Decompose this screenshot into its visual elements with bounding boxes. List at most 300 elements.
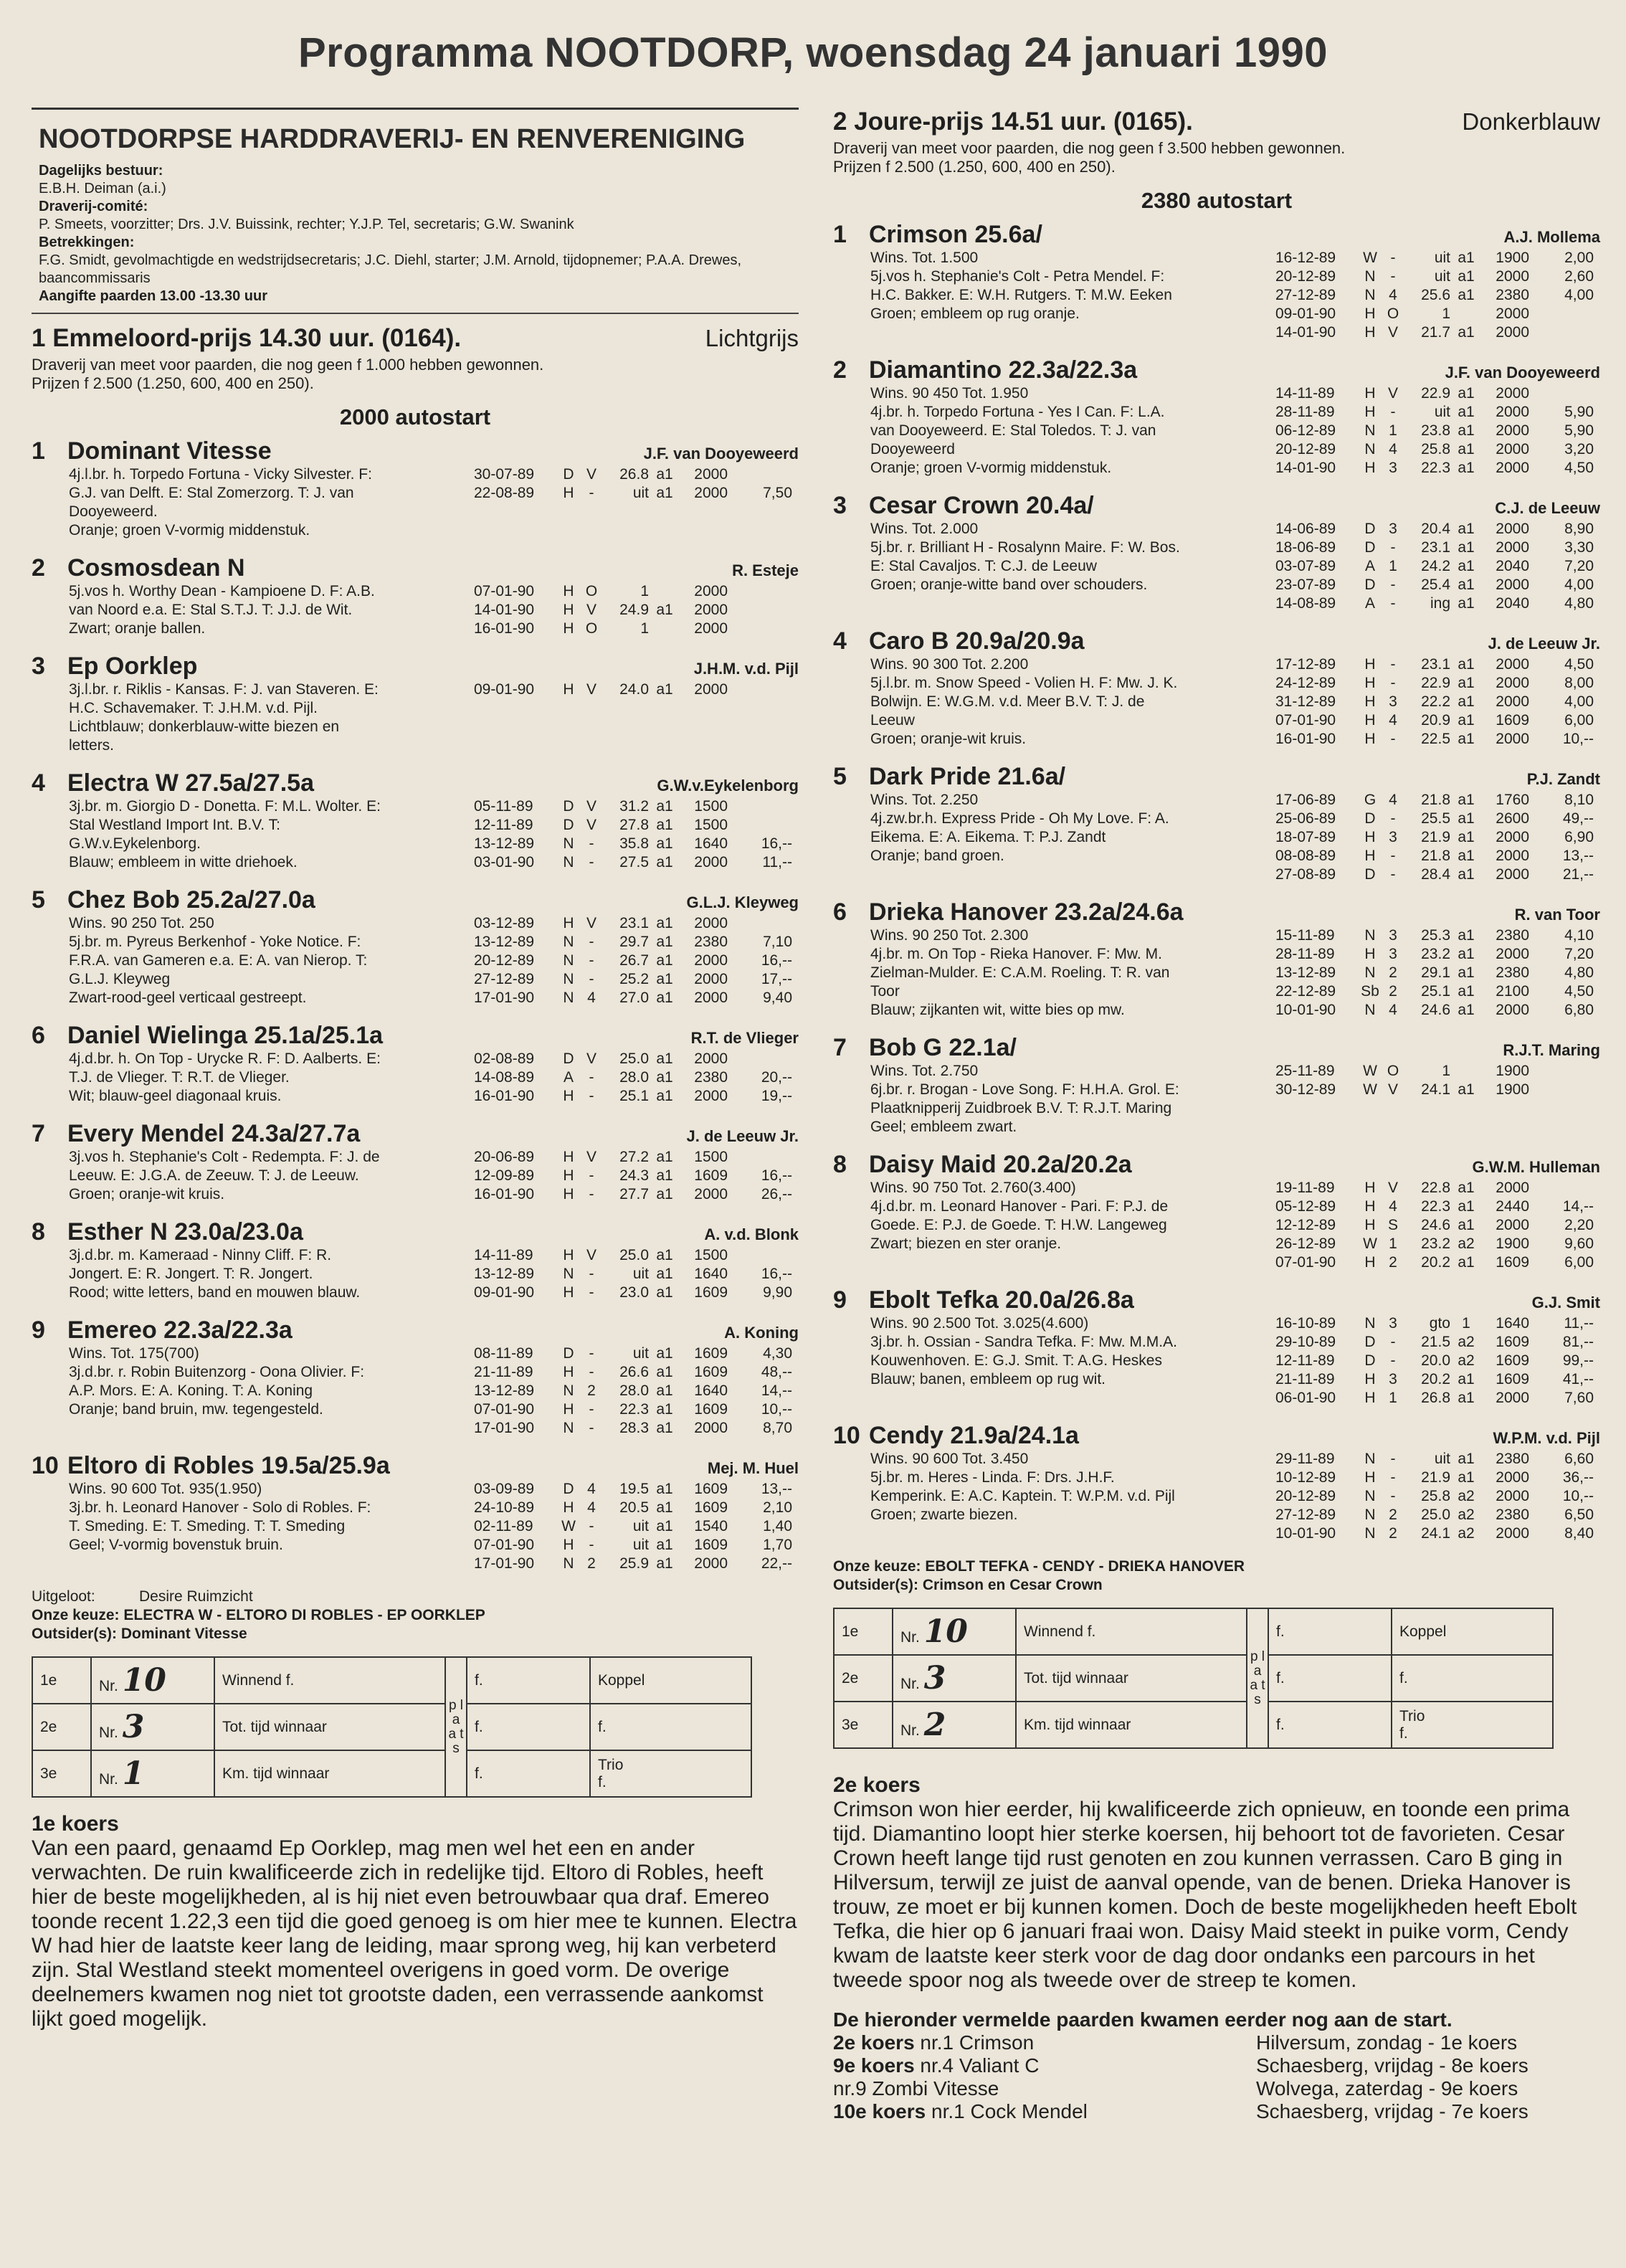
our-choice: EBOLT TEFKA - CENDY - DRIEKA HANOVER — [925, 1558, 1245, 1575]
horse-header — [833, 1034, 1600, 1062]
form-track: H — [563, 1247, 574, 1263]
form-row — [474, 1517, 799, 1536]
divider — [32, 108, 799, 110]
race-1-notes — [32, 1588, 799, 1643]
form-track: D — [1364, 521, 1376, 537]
form-distance: 1609 — [694, 1537, 728, 1553]
form-odds — [728, 620, 792, 638]
description-line: 4j.zw.br.h. Express Pride - Oh My Love. F: A. — [870, 810, 1169, 827]
form-time: 25.8 — [1421, 441, 1450, 457]
form-distance: 2000 — [1496, 693, 1529, 710]
description-line: 4j.l.br. h. Torpedo Fortuna - Vicky Silvester. F: — [69, 466, 372, 483]
form-result: - — [1390, 539, 1396, 556]
form-distance: 1609 — [1496, 1371, 1529, 1387]
form-result: - — [1390, 731, 1396, 747]
form-time: 24.2 — [1421, 558, 1450, 574]
form-result: - — [1390, 656, 1396, 673]
form-row — [474, 1555, 799, 1573]
form-distance: 2040 — [1496, 558, 1529, 574]
form-track: H — [563, 1364, 574, 1380]
form-date: 18-06-89 — [1275, 539, 1336, 556]
form-start: a1 — [656, 952, 673, 969]
form-row — [1275, 459, 1600, 478]
form-track: H — [563, 1088, 574, 1104]
form-distance: 2000 — [1496, 1390, 1529, 1406]
form-result: - — [589, 1364, 594, 1380]
form-result: - — [589, 1069, 594, 1086]
form-result: V — [586, 1149, 596, 1165]
horse-title: Every Mendel 24.3a/27.7a — [67, 1120, 361, 1147]
form-time: 21.8 — [1421, 792, 1450, 808]
org-details — [39, 162, 799, 305]
horse-title: Dominant Vitesse — [67, 437, 272, 465]
org-label: Draverij-comité: — [39, 199, 148, 214]
form-distance: 2000 — [1496, 848, 1529, 864]
form-row — [474, 816, 799, 835]
form-distance: 1540 — [694, 1518, 728, 1534]
form-odds: 13,-- — [761, 1481, 792, 1497]
handwritten-pick: 3 — [923, 1660, 946, 1697]
form-date: 17-01-90 — [474, 990, 535, 1006]
horse-header — [833, 1422, 1600, 1450]
handwritten-pick: 1 — [122, 1755, 145, 1792]
form-date: 08-11-89 — [474, 1345, 533, 1362]
place-label: 1e — [32, 1657, 91, 1704]
form-distance: 2000 — [1496, 305, 1529, 322]
horse-name — [833, 1286, 1134, 1314]
form-time: 20.0 — [1421, 1352, 1450, 1369]
form-odds: 26,-- — [761, 1186, 792, 1202]
form-distance: 2380 — [1496, 287, 1529, 303]
form-table — [1275, 655, 1600, 749]
nr-label: Nr. — [900, 1629, 920, 1646]
form-row — [474, 1246, 799, 1265]
trainer-name: G.W.M. Hulleman — [1472, 1158, 1600, 1176]
form-row — [1275, 576, 1600, 594]
horse-entry — [833, 1034, 1600, 1137]
form-result: 3 — [1389, 927, 1397, 944]
form-time: 27.7 — [619, 1186, 649, 1202]
description-line: Oranje; band groen. — [870, 848, 1004, 864]
form-date: 07-01-90 — [1275, 712, 1336, 729]
trainer-name: Mej. M. Huel — [707, 1459, 799, 1477]
form-row — [474, 1148, 799, 1167]
form-odds: 3,30 — [1564, 539, 1594, 556]
description-line: G.L.J. Kleyweg — [69, 971, 171, 987]
horse-number: 10 — [32, 1452, 59, 1479]
form-distance: 2100 — [1496, 983, 1529, 1000]
form-date: 25-11-89 — [1275, 1063, 1335, 1079]
description-line: 5j.br. r. Brilliant H - Rosalynn Maire. F: W. Bos. — [870, 539, 1180, 556]
trainer-name: J. de Leeuw Jr. — [686, 1127, 799, 1145]
form-distance: 1500 — [694, 1149, 728, 1165]
form-track: H — [563, 1284, 574, 1301]
horse-title: Diamantino 22.3a/22.3a — [869, 356, 1138, 384]
horse-title: Ep Oorklep — [67, 653, 198, 680]
description-line: 3j.br. m. Giorgio D - Donetta. F: M.L. Wolter. E: — [69, 798, 381, 815]
form-result: - — [589, 1537, 594, 1553]
f-label: f. — [1268, 1655, 1392, 1702]
form-time: uit — [632, 1345, 649, 1362]
description-line: Oranje; band bruin, mw. tegengesteld. — [69, 1401, 323, 1418]
form-result: 4 — [587, 1481, 596, 1497]
form-table — [474, 465, 799, 540]
form-date: 14-06-89 — [1275, 521, 1336, 537]
form-row — [1275, 249, 1600, 267]
form-start: a1 — [656, 602, 673, 618]
horse-body — [833, 1062, 1600, 1137]
form-odds: 20,-- — [761, 1069, 792, 1086]
horse-description — [870, 655, 1275, 749]
form-row — [474, 582, 799, 601]
race-1-title: 1 Emmeloord-prijs 14.30 uur. (0164). — [32, 324, 462, 352]
form-track: H — [1364, 324, 1376, 341]
form-time: 1 — [640, 583, 649, 599]
horse-name — [32, 886, 315, 914]
form-time: 29.1 — [1421, 964, 1450, 981]
form-result: 2 — [1389, 1254, 1397, 1271]
horse-body — [32, 1480, 799, 1573]
form-row — [474, 797, 799, 816]
race-1-horse-list — [32, 437, 799, 1573]
form-date: 14-08-89 — [1275, 595, 1336, 612]
form-distance: 2000 — [694, 1088, 728, 1104]
form-start: a1 — [1458, 287, 1475, 303]
f-label: f. — [467, 1750, 590, 1797]
form-odds: 5,90 — [1564, 422, 1594, 439]
form-date: 21-11-89 — [474, 1364, 533, 1380]
form-result: - — [1390, 577, 1396, 593]
trainer-name: R. van Toor — [1514, 906, 1600, 924]
horse-name — [32, 554, 245, 582]
description-line: Toor — [870, 983, 900, 1000]
horse-title: Drieka Hanover 23.2a/24.6a — [869, 898, 1184, 926]
form-track: N — [563, 971, 574, 987]
form-row — [1275, 1352, 1600, 1370]
form-distance: 1500 — [694, 1247, 728, 1263]
form-row — [474, 601, 799, 620]
form-date: 28-11-89 — [1275, 946, 1335, 962]
form-track: H — [1364, 1180, 1376, 1196]
form-date: 30-12-89 — [1275, 1081, 1336, 1098]
description-line: Bolwijn. E: W.G.M. v.d. Meer B.V. T: J. de — [870, 693, 1145, 710]
form-distance: 2380 — [1496, 1507, 1529, 1523]
trainer-name: J. de Leeuw Jr. — [1488, 635, 1600, 653]
form-start: a1 — [656, 1364, 673, 1380]
form-odds: 8,40 — [1564, 1525, 1594, 1542]
description-line: van Dooyeweerd. E: Stal Toledos. T: J. van — [870, 422, 1156, 439]
form-result: 2 — [587, 1382, 596, 1399]
form-date: 27-12-89 — [1275, 1507, 1336, 1523]
form-result: - — [589, 485, 594, 501]
horse-entry — [32, 1022, 799, 1106]
horse-body — [32, 465, 799, 540]
horse-entry — [833, 898, 1600, 1020]
form-odds: 13,-- — [1562, 848, 1594, 864]
form-odds: 10,-- — [1562, 731, 1594, 747]
form-distance: 2000 — [694, 1186, 728, 1202]
form-result: - — [1390, 1469, 1396, 1486]
form-result: - — [589, 1345, 594, 1362]
form-track: N — [1364, 422, 1376, 439]
form-row — [474, 1419, 799, 1438]
horse-name — [32, 769, 314, 797]
form-start: a1 — [1458, 693, 1475, 710]
form-row — [474, 1185, 799, 1204]
form-track: N — [1364, 1315, 1376, 1332]
description-line: Leeuw. E: J.G.A. de Zeeuw. T: J. de Leeuw. — [69, 1167, 359, 1184]
form-result: O — [1387, 305, 1399, 322]
form-row — [1275, 1506, 1600, 1524]
form-time: 29.7 — [619, 934, 649, 950]
earlier-venue: Schaesberg, vrijdag - 7e koers — [1256, 2100, 1528, 2122]
horse-body — [32, 914, 799, 1007]
form-date: 14-01-90 — [474, 602, 535, 618]
form-track: W — [1363, 250, 1377, 266]
form-date: 13-12-89 — [1275, 964, 1336, 981]
form-time: 22.8 — [1421, 1180, 1450, 1196]
form-result: 3 — [1389, 460, 1397, 476]
form-row — [474, 1480, 799, 1499]
form-date: 16-01-90 — [474, 1186, 535, 1202]
trainer-name: C.J. de Leeuw — [1495, 499, 1600, 517]
form-distance: 2000 — [1496, 441, 1529, 457]
horse-body — [32, 797, 799, 872]
form-row — [1275, 520, 1600, 538]
form-distance: 2000 — [1496, 404, 1529, 420]
form-row — [474, 1363, 799, 1382]
form-track: D — [563, 798, 574, 815]
race-2-horse-list — [833, 221, 1600, 1543]
form-result: V — [586, 466, 596, 483]
form-time: 23.8 — [1421, 422, 1450, 439]
form-odds: 7,60 — [1564, 1390, 1594, 1406]
form-date: 14-11-89 — [474, 1247, 533, 1263]
form-track: H — [1364, 656, 1376, 673]
form-distance: 2380 — [694, 1069, 728, 1086]
horse-header — [833, 356, 1600, 384]
description-line: 4j.br. m. On Top - Rieka Hanover. F: Mw. M. — [870, 946, 1162, 962]
tot-label: Tot. tijd winnaar — [1016, 1655, 1247, 1702]
horse-header — [833, 492, 1600, 520]
form-date: 13-12-89 — [474, 1266, 535, 1282]
form-start: a1 — [656, 835, 673, 852]
description-line: Zwart; oranje ballen. — [69, 620, 206, 637]
form-distance: 1760 — [1496, 792, 1529, 808]
form-row — [1275, 1216, 1600, 1235]
handwritten-pick: 10 — [923, 1613, 968, 1650]
form-odds: 9,90 — [763, 1284, 792, 1301]
form-track: H — [1364, 675, 1376, 691]
horse-entry — [32, 1316, 799, 1438]
horse-ref: nr.1 Crimson — [920, 2031, 1035, 2054]
form-row — [1275, 1524, 1600, 1543]
form-date: 08-08-89 — [1275, 848, 1336, 864]
form-time: 27.8 — [619, 817, 649, 833]
form-row — [1275, 1197, 1600, 1216]
form-track: H — [1364, 1198, 1376, 1215]
form-date: 20-12-89 — [1275, 1488, 1336, 1504]
form-row — [474, 853, 799, 872]
description-line: 3j.d.br. m. Kameraad - Ninny Cliff. F: R. — [69, 1247, 332, 1263]
form-distance: 2040 — [1496, 595, 1529, 612]
form-result: 3 — [1389, 1371, 1397, 1387]
nr-label: Nr. — [900, 1676, 920, 1692]
description-line: Blauw; embleem in witte driehoek. — [69, 854, 298, 870]
form-time: 20.9 — [1421, 712, 1450, 729]
form-distance: 1609 — [1496, 1352, 1529, 1369]
horse-ref: nr.9 Zombi Vitesse — [833, 2077, 999, 2099]
form-start: a1 — [1458, 848, 1475, 864]
form-start: a1 — [656, 915, 673, 931]
form-time: 19.5 — [619, 1481, 649, 1497]
description-line: Wins. Tot. 2.250 — [870, 792, 979, 808]
description-line: 4j.d.br. h. On Top - Urycke R. F: D. Aalberts. E: — [69, 1050, 381, 1067]
horse-name — [833, 492, 1094, 520]
form-row — [1275, 440, 1600, 459]
horse-number: 6 — [32, 1022, 45, 1049]
horse-header — [833, 221, 1600, 249]
description-line: Groen; embleem op rug oranje. — [870, 305, 1080, 322]
horse-name — [32, 1022, 383, 1050]
form-odds: 16,-- — [761, 835, 792, 852]
form-result: V — [586, 817, 596, 833]
form-start: a1 — [1458, 829, 1475, 845]
horse-description — [69, 1344, 474, 1438]
form-distance: 2000 — [1496, 1180, 1529, 1196]
form-odds — [728, 601, 792, 620]
horse-body — [833, 384, 1600, 478]
form-row — [1275, 847, 1600, 865]
form-row — [474, 1499, 799, 1517]
form-result: - — [1390, 1451, 1396, 1467]
form-time: 25.0 — [619, 1247, 649, 1263]
form-date: 12-11-89 — [1275, 1352, 1335, 1369]
horse-number: 4 — [833, 627, 847, 655]
form-time: uit — [1434, 1451, 1450, 1467]
form-track: H — [1364, 712, 1376, 729]
org-name: NOOTDORPSE HARDDRAVERIJ- EN RENVERENIGING — [39, 124, 746, 154]
form-date: 13-12-89 — [474, 934, 535, 950]
description-line: Eikema. E: A. Eikema. T: P.J. Zandt — [870, 829, 1106, 845]
form-start: a1 — [656, 1284, 673, 1301]
description-line: Kemperink. E: A.C. Kaptein. T: W.P.M. v.d. Pijl — [870, 1488, 1175, 1504]
pick-cell — [91, 1750, 214, 1797]
form-row — [1275, 964, 1600, 982]
form-row — [474, 1087, 799, 1106]
scratched-horse: Desire Ruimzicht — [139, 1588, 253, 1605]
form-distance: 2000 — [694, 952, 728, 969]
form-odds: 10,-- — [761, 1401, 792, 1418]
trio-cell — [1392, 1702, 1553, 1748]
form-distance: 2000 — [1496, 1217, 1529, 1233]
form-date: 09-01-90 — [474, 681, 535, 698]
horse-description — [870, 1450, 1275, 1543]
form-odds: 4,50 — [1564, 983, 1594, 1000]
horse-title: Emereo 22.3a/22.3a — [67, 1316, 293, 1344]
race-1-conditions — [32, 356, 799, 393]
form-odds — [728, 1148, 792, 1167]
form-track: H — [563, 602, 574, 618]
horse-number: 7 — [833, 1034, 847, 1061]
description-line: 3j.vos h. Stephanie's Colt - Redempta. F: J. de — [69, 1149, 380, 1165]
form-date: 12-09-89 — [474, 1167, 535, 1184]
form-time: 22.3 — [1421, 1198, 1450, 1215]
form-track: A — [563, 1069, 574, 1086]
form-odds: 9,40 — [763, 990, 792, 1006]
horse-header — [833, 1151, 1600, 1179]
horse-name — [32, 1452, 390, 1480]
description-line: Plaatknipperij Zuidbroek B.V. T: R.J.T. Maring — [870, 1100, 1172, 1116]
divider — [32, 313, 799, 314]
form-start: a2 — [1458, 1352, 1475, 1369]
form-distance: 2000 — [694, 1420, 728, 1436]
form-time: 1 — [640, 620, 649, 637]
horse-header — [32, 1120, 799, 1148]
form-start: a1 — [656, 1555, 673, 1572]
form-time: 25.9 — [619, 1555, 649, 1572]
form-odds: 4,00 — [1564, 693, 1594, 710]
form-odds — [728, 816, 792, 835]
form-date: 06-01-90 — [1275, 1390, 1336, 1406]
horse-header — [833, 763, 1600, 791]
form-result: 2 — [1389, 983, 1397, 1000]
horse-name — [32, 1120, 360, 1148]
form-date: 13-12-89 — [474, 835, 535, 852]
review-2-title: 2e koers — [833, 1773, 921, 1797]
horse-number: 6 — [833, 898, 847, 926]
description-line: 3j.l.br. r. Riklis - Kansas. F: J. van Staveren. E: — [69, 681, 379, 698]
form-odds: 19,-- — [761, 1088, 792, 1104]
pick-cell — [91, 1704, 214, 1750]
form-row — [1275, 926, 1600, 945]
form-result: - — [589, 1518, 594, 1534]
form-time: 21.8 — [1421, 848, 1450, 864]
place-label: 1e — [834, 1608, 893, 1655]
form-start: a1 — [1458, 1217, 1475, 1233]
form-odds — [728, 680, 792, 699]
horse-entry — [32, 1218, 799, 1302]
form-start: a1 — [656, 798, 673, 815]
form-track: N — [563, 1266, 574, 1282]
form-distance: 2000 — [1496, 1525, 1529, 1542]
form-start: a1 — [656, 1050, 673, 1067]
horse-header — [32, 554, 799, 582]
form-date: 16-01-90 — [474, 1088, 535, 1104]
form-odds: 6,60 — [1564, 1451, 1594, 1467]
form-start: a1 — [656, 681, 673, 698]
form-table — [474, 1344, 799, 1438]
condition-line: Prijzen f 2.500 (1.250, 600, 400 en 250). — [32, 374, 314, 392]
form-date: 16-01-90 — [474, 620, 535, 637]
form-date: 07-01-90 — [1275, 1254, 1336, 1271]
f-label: f. — [1399, 1724, 1408, 1742]
horse-entry — [833, 1422, 1600, 1543]
horse-title: Cosmosdean N — [67, 554, 245, 582]
form-result: - — [1390, 250, 1396, 266]
place-label: 3e — [834, 1702, 893, 1748]
description-line: Wins. Tot. 2.000 — [870, 521, 979, 537]
horse-header — [833, 898, 1600, 926]
form-time: uit — [1434, 250, 1450, 266]
handwritten-pick: 2 — [923, 1707, 946, 1743]
form-track: G — [1364, 792, 1377, 808]
form-date: 05-12-89 — [1275, 1198, 1336, 1215]
form-date: 26-12-89 — [1275, 1235, 1336, 1252]
description-line: E: Stal Cavaljos. T: C.J. de Leeuw — [870, 558, 1097, 574]
form-start: a1 — [1458, 521, 1475, 537]
form-time: 1 — [1442, 305, 1450, 322]
